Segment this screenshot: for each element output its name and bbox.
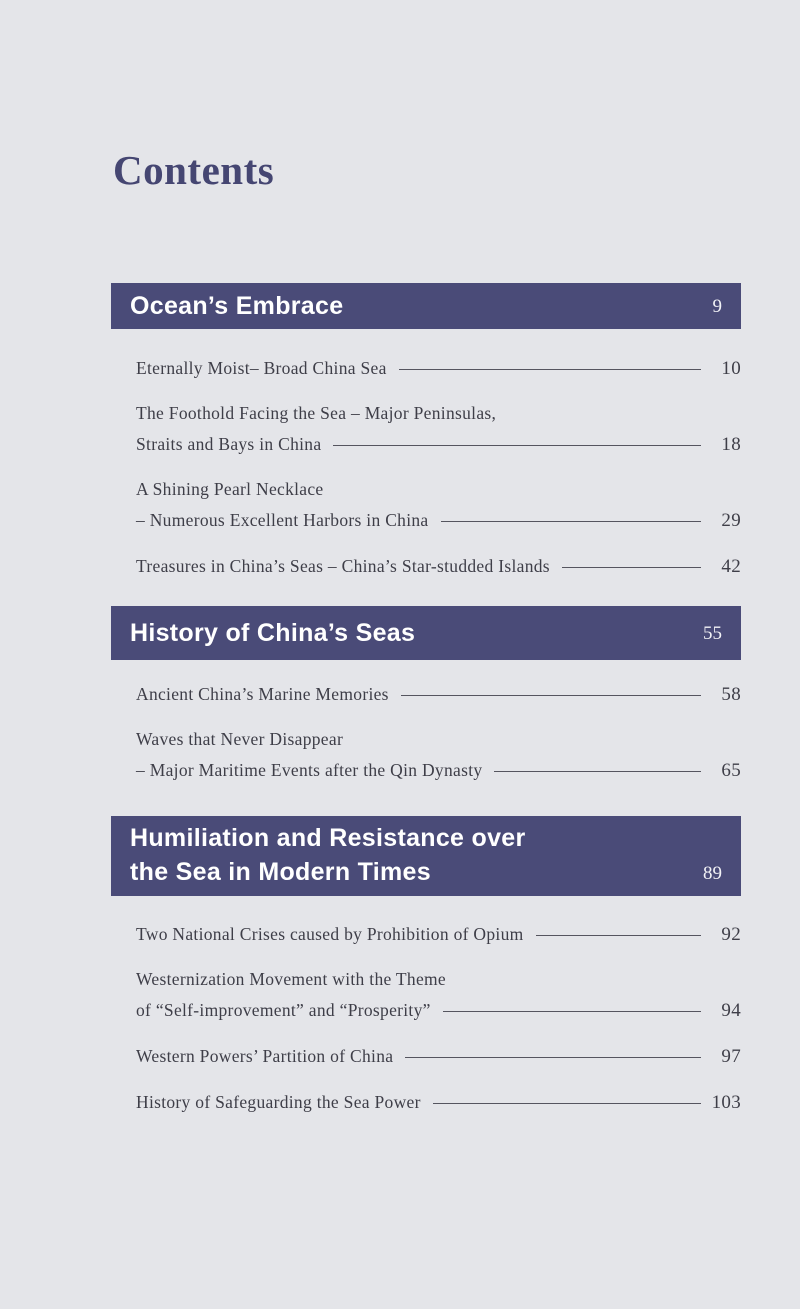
dot-leader — [443, 1011, 701, 1012]
entry-page-number: 65 — [721, 760, 741, 781]
entry-title-line: A Shining Pearl Necklace — [136, 479, 324, 499]
entry-title: History of Safeguarding the Sea Power — [136, 1092, 421, 1112]
section-page-number: 89 — [703, 863, 722, 884]
entry-title-line: Waves that Never Disappear — [136, 729, 344, 749]
dot-leader — [405, 1057, 701, 1058]
dot-leader — [433, 1103, 701, 1104]
entry-page-number: 94 — [721, 1000, 741, 1021]
section-page-number: 55 — [703, 623, 722, 644]
entry-page-number: 10 — [721, 358, 741, 379]
entry-page-number: 92 — [721, 924, 741, 945]
entry-title: Two National Crises caused by Prohibition of Opium — [136, 924, 524, 944]
dot-leader — [562, 567, 701, 568]
section-header-humiliation-and-resistance — [111, 816, 741, 896]
entry-page-number: 29 — [721, 510, 741, 531]
entry-title: Eternally Moist– Broad China Sea — [136, 358, 387, 378]
section-title: Ocean’s Embrace — [130, 292, 344, 320]
dot-leader — [494, 771, 701, 772]
toc-entry[interactable] — [136, 724, 741, 786]
entry-page-number: 58 — [721, 684, 741, 705]
toc-entry[interactable] — [136, 964, 741, 1026]
entry-title: Treasures in China’s Seas – China’s Star-studded Islands — [136, 556, 550, 576]
entry-page-number: 103 — [711, 1092, 741, 1113]
entry-title-line: of “Self-improvement” and “Prosperity” — [136, 1000, 431, 1020]
entry-title-line: – Major Maritime Events after the Qin Dynasty — [136, 760, 483, 780]
entry-title-line: The Foothold Facing the Sea – Major Peninsulas, — [136, 403, 497, 423]
toc-entry[interactable] — [136, 1041, 741, 1072]
section-title-line: Humiliation and Resistance over — [130, 824, 526, 852]
entry-title-line: Westernization Movement with the Theme — [136, 969, 447, 989]
toc-entry[interactable] — [136, 551, 741, 582]
entry-title: Ancient China’s Marine Memories — [136, 684, 389, 704]
entry-page-number: 97 — [721, 1046, 741, 1067]
section-title: History of China’s Seas — [130, 619, 416, 647]
dot-leader — [441, 521, 702, 522]
section-title-line: the Sea in Modern Times — [130, 858, 431, 886]
page-title: Contents — [113, 147, 275, 193]
section-header-oceans-embrace — [111, 283, 741, 329]
dot-leader — [401, 695, 701, 696]
toc-entry[interactable] — [136, 474, 741, 536]
entry-title: Western Powers’ Partition of China — [136, 1046, 394, 1066]
entry-page-number: 42 — [721, 556, 741, 577]
dot-leader — [399, 369, 701, 370]
toc-entry[interactable] — [136, 1087, 741, 1118]
dot-leader — [333, 445, 701, 446]
entry-title-line: – Numerous Excellent Harbors in China — [136, 510, 429, 530]
toc-entry[interactable] — [136, 398, 741, 460]
section-header-history-of-chinas-seas — [111, 606, 741, 660]
dot-leader — [536, 935, 701, 936]
toc-entry[interactable] — [136, 353, 741, 384]
toc-entry[interactable] — [136, 679, 741, 710]
toc-entry[interactable] — [136, 919, 741, 950]
entry-title-line: Straits and Bays in China — [136, 434, 322, 454]
entry-page-number: 18 — [721, 434, 741, 455]
section-page-number: 9 — [712, 296, 722, 317]
